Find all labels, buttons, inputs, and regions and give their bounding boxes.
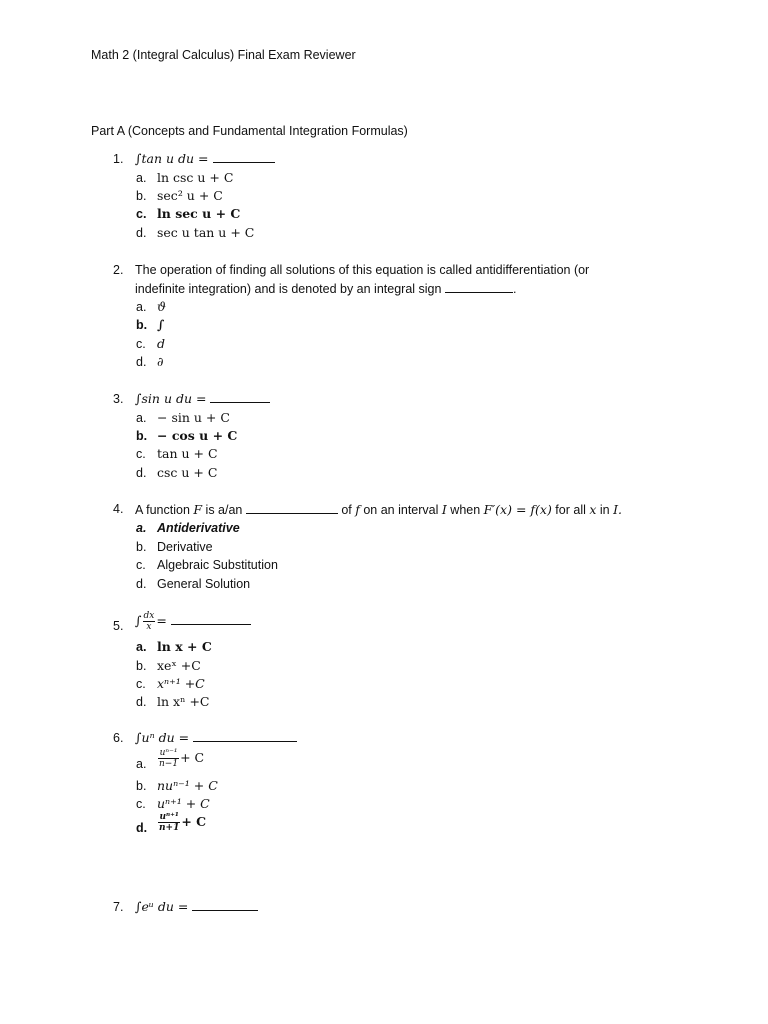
answer-blank — [246, 503, 338, 514]
equals-sign: = — [156, 613, 167, 628]
stem-text: ∫sin u du = — [135, 391, 211, 406]
integral-sign: ∫ — [135, 613, 142, 628]
stem-text: for all — [551, 503, 590, 517]
fraction-numerator: uⁿ⁺¹ — [159, 812, 179, 822]
option-b: sec² u + C — [157, 188, 223, 203]
option-letter: a. — [136, 411, 147, 425]
option-tail: + C — [180, 750, 205, 765]
option-letter: a. — [136, 521, 147, 535]
option-letter: b. — [136, 659, 147, 673]
option-letter: c. — [136, 337, 146, 351]
option-letter: b. — [136, 779, 147, 793]
option-a — [157, 748, 204, 769]
question-stem — [135, 151, 275, 166]
question-stem — [135, 611, 251, 632]
option-d: General Solution — [157, 577, 251, 591]
option-a: − sin u + C — [157, 410, 230, 425]
fraction-denominator: n−1 — [159, 759, 179, 769]
option-letter: a. — [136, 640, 147, 654]
option-a: ϑ — [157, 299, 166, 314]
option-letter: a. — [136, 757, 147, 771]
question-stem — [135, 391, 270, 406]
answer-blank — [210, 392, 270, 403]
stem-text: ∫eᵘ du = — [135, 899, 193, 914]
option-letter: c. — [136, 677, 146, 691]
question-number: 1. — [113, 152, 124, 166]
question-stem — [135, 899, 258, 914]
option-letter: a. — [136, 171, 147, 185]
math-equation: F′(x) = f(x) — [483, 502, 552, 517]
option-b-correct: − cos u + C — [157, 428, 238, 443]
question-number: 3. — [113, 392, 124, 406]
option-letter: c. — [136, 447, 146, 461]
option-c: uⁿ⁺¹ + C — [157, 796, 210, 811]
option-letter: d. — [136, 466, 147, 480]
option-letter: b. — [136, 540, 147, 554]
fraction — [143, 611, 156, 632]
option-c: Algebraic Substitution — [157, 558, 278, 572]
option-letter: b. — [136, 429, 148, 443]
option-letter: d. — [136, 355, 147, 369]
option-d: csc u + C — [157, 465, 218, 480]
math-f: f — [355, 502, 360, 517]
option-letter: a. — [136, 300, 147, 314]
answer-blank — [445, 282, 513, 293]
option-b-correct: ∫ — [157, 317, 165, 332]
question-number: 4. — [113, 502, 124, 516]
question-stem — [135, 730, 297, 745]
stem-text: on an interval — [359, 503, 442, 517]
fraction — [158, 812, 180, 833]
question-number: 5. — [113, 619, 124, 633]
question-number: 7. — [113, 900, 124, 914]
fraction — [158, 748, 179, 769]
option-d-correct — [157, 812, 206, 833]
answer-blank — [171, 614, 251, 625]
stem-text: ∫tan u du = — [135, 151, 213, 166]
option-letter: b. — [136, 189, 147, 203]
question-stem — [135, 502, 622, 517]
stem-text: of — [337, 503, 356, 517]
option-d: sec u tan u + C — [157, 225, 255, 240]
fraction-numerator: dx — [143, 611, 155, 621]
part-title: Part A (Concepts and Fundamental Integration Formulas) — [91, 124, 408, 138]
option-a-correct: ln x + C — [157, 639, 212, 654]
math-I: I. — [613, 502, 623, 517]
option-letter: d. — [136, 695, 147, 709]
option-letter: d. — [136, 226, 147, 240]
option-letter: d. — [136, 577, 147, 591]
option-tail: + C — [181, 814, 207, 829]
option-letter: d. — [136, 821, 148, 835]
option-letter: c. — [136, 558, 146, 572]
option-d: ln xⁿ +C — [157, 694, 210, 709]
option-c: d — [157, 336, 166, 351]
option-letter: b. — [136, 318, 148, 332]
option-c: tan u + C — [157, 446, 218, 461]
stem-text: ∫uⁿ du = — [135, 730, 194, 745]
stem-text: is a/an — [202, 503, 246, 517]
fraction-denominator: n+1 — [159, 823, 180, 833]
stem-text: in — [596, 503, 614, 517]
option-b: Derivative — [157, 540, 213, 554]
document-header: Math 2 (Integral Calculus) Final Exam Reviewer — [91, 48, 356, 62]
answer-blank — [192, 900, 258, 911]
question-number: 6. — [113, 731, 124, 745]
fraction-denominator: x — [146, 622, 152, 632]
stem-text: A function — [135, 503, 194, 517]
option-c-correct: ln sec u + C — [157, 206, 241, 221]
question-stem-line1: The operation of finding all solutions of this equation is called antidifferentiation (or — [135, 263, 590, 277]
question-stem-line2 — [135, 282, 516, 296]
answer-blank — [213, 152, 275, 163]
option-c: xⁿ⁺¹ +C — [157, 676, 205, 691]
fraction-numerator: uⁿ⁻¹ — [159, 748, 178, 758]
option-letter: c. — [136, 797, 146, 811]
stem-text: indefinite integration) and is denoted by an integral sign — [135, 282, 445, 296]
answer-blank — [193, 731, 297, 742]
option-b: nuⁿ⁻¹ + C — [157, 778, 218, 793]
math-I: I — [441, 502, 447, 517]
option-b: xeˣ +C — [157, 658, 201, 673]
option-d: ∂ — [157, 354, 164, 369]
option-a-correct: Antiderivative — [157, 521, 240, 535]
option-letter: c. — [136, 207, 147, 221]
math-x: x — [589, 502, 597, 517]
stem-end: . — [512, 282, 517, 296]
stem-text: when — [446, 503, 484, 517]
option-a: ln csc u + C — [157, 170, 234, 185]
math-F: F — [193, 502, 203, 517]
question-number: 2. — [113, 263, 124, 277]
